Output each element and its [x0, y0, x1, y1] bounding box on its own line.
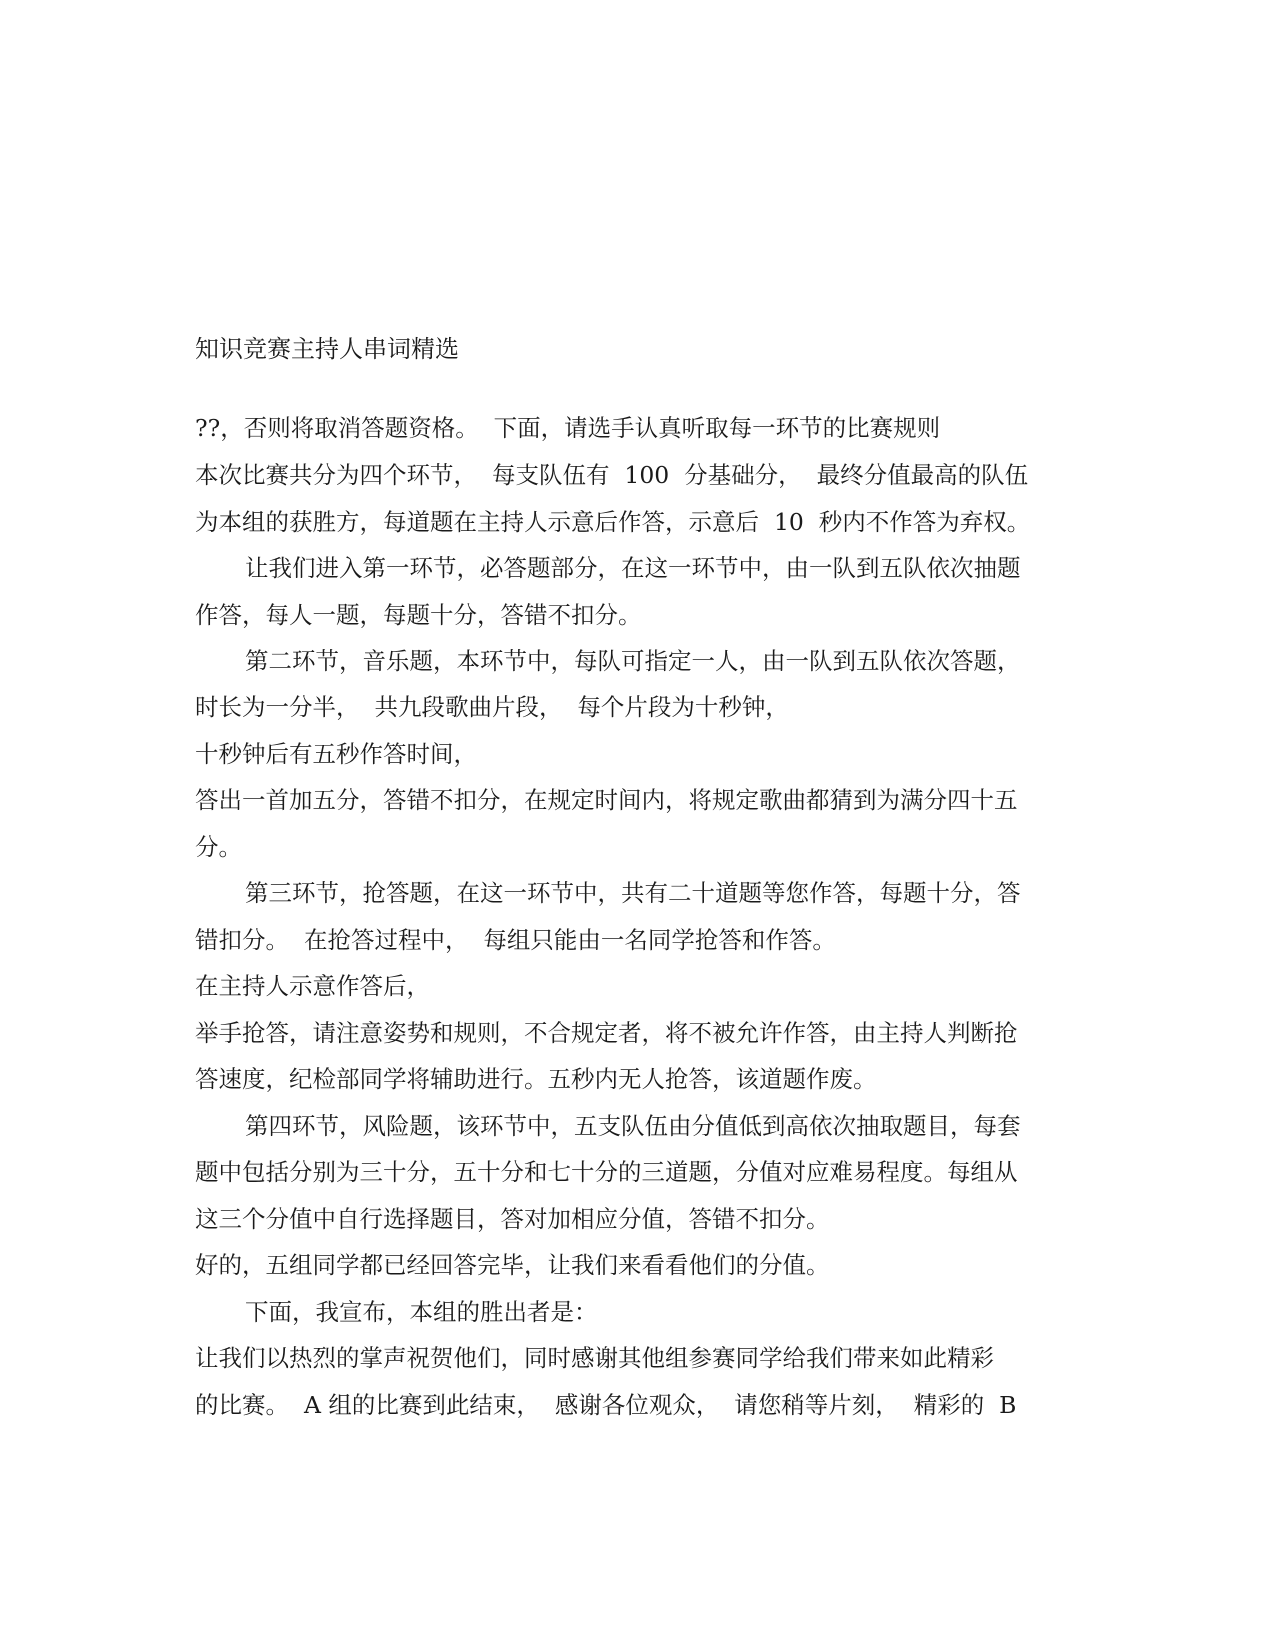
text-line: 第三环节，抢答题，在这一环节中，共有二十道题等您作答，每题十分，答 — [245, 879, 1021, 907]
text-line: 错扣分。 在抢答过程中， 每组只能由一名同学抢答和作答。 — [195, 926, 836, 954]
document-title: 知识竞赛主持人串词精选 — [195, 335, 459, 363]
text-line: 为本组的获胜方，每道题在主持人示意后作答，示意后 10 秒内不作答为弃权。 — [195, 508, 1031, 536]
text-line: 分。 — [195, 833, 242, 861]
text-line: 时长为一分半， 共九段歌曲片段， 每个片段为十秒钟， — [195, 693, 789, 721]
text-line: 这三个分值中自行选择题目，答对加相应分值，答错不扣分。 — [195, 1205, 830, 1233]
text-line: 让我们以热烈的掌声祝贺他们，同时感谢其他组参赛同学给我们带来如此精彩 — [195, 1344, 994, 1372]
text-line: 作答，每人一题，每题十分，答错不扣分。 — [195, 601, 642, 629]
text-line: 的比赛。 A 组的比赛到此结束， 感谢各位观众， 请您稍等片刻， 精彩的 B — [195, 1391, 1017, 1419]
text-line: 答速度，纪检部同学将辅助进行。五秒内无人抢答，该道题作废。 — [195, 1065, 877, 1093]
text-line: 在主持人示意作答后， — [195, 972, 430, 1000]
text-line: 题中包括分别为三十分，五十分和七十分的三道题，分值对应难易程度。每组从 — [195, 1158, 1018, 1186]
text-line: 答出一首加五分，答错不扣分，在规定时间内，将规定歌曲都猜到为满分四十五 — [195, 786, 1018, 814]
text-line: ??，否则将取消答题资格。 下面，请选手认真听取每一环节的比赛规则 — [195, 414, 941, 442]
text-line: 好的，五组同学都已经回答完毕，让我们来看看他们的分值。 — [195, 1251, 830, 1279]
text-line: 十秒钟后有五秒作答时间， — [195, 740, 477, 768]
text-line: 让我们进入第一环节，必答题部分，在这一环节中，由一队到五队依次抽题 — [245, 554, 1021, 582]
text-line: 举手抢答，请注意姿势和规则，不合规定者，将不被允许作答，由主持人判断抢 — [195, 1019, 1018, 1047]
text-line: 第二环节，音乐题，本环节中，每队可指定一人，由一队到五队依次答题， — [245, 647, 1021, 675]
text-line: 本次比赛共分为四个环节， 每支队伍有 100 分基础分， 最终分值最高的队伍 — [195, 461, 1029, 489]
text-line: 下面，我宣布，本组的胜出者是： — [245, 1298, 598, 1326]
text-line: 第四环节，风险题，该环节中，五支队伍由分值低到高依次抽取题目，每套 — [245, 1112, 1021, 1140]
